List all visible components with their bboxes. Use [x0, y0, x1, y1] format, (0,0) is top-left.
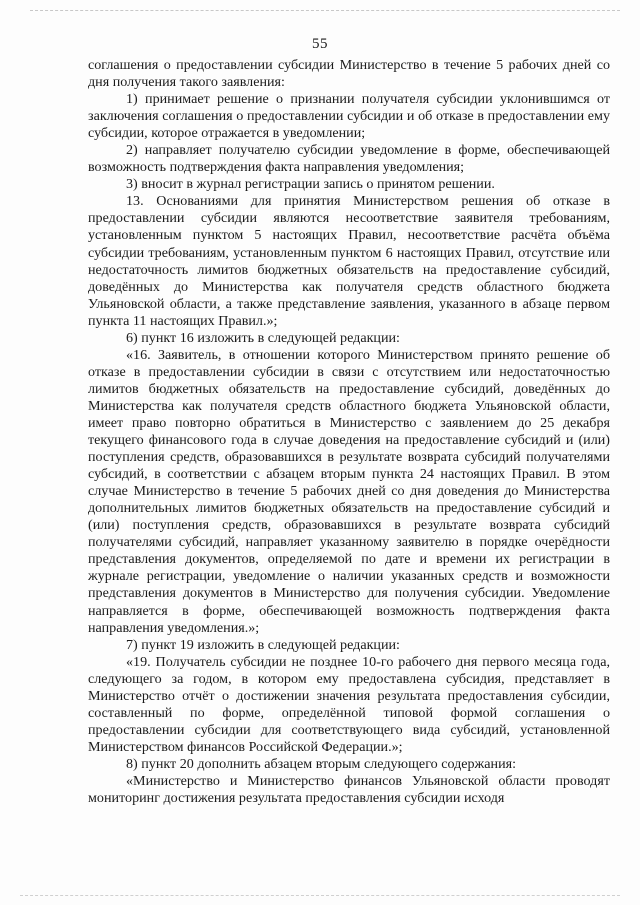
document-body	[88, 57, 610, 807]
page-number: 55	[312, 36, 328, 52]
paragraph-clause-13: 13. Основаниями для принятия Министерством решения об отказе в предоставлении субсидии являются несоответствие заявителя требованиям, установленным пунктом 5 настоящих Правил, несоответствие расчёта объёма субсидии требованиям, установленным пунктом 6 настоящих Правил, отсутствие или недостаточность лимитов бюджетных обязательств на предоставление субсидий, доведённых до Министерства как получателя средств областного бюджета Ульяновской области, а также представление заявления, указанного в абзаце первом пункта 11 настоящих Правил.»;	[88, 193, 610, 329]
paragraph-amendment-6: 6) пункт 16 изложить в следующей редакции:	[126, 329, 400, 346]
paragraph-item-3: 3) вносит в журнал регистрации запись о принятом решении.	[126, 176, 495, 193]
paragraph-clause-16: «16. Заявитель, в отношении которого Министерством принято решение об отказе в предоставлении субсидии в связи с отсутствием или недостаточностью лимитов бюджетных обязательств на предоставление субсидий, доведённых до Министерства как получателя средств областного бюджета Ульяновской области, имеет право повторно обратиться в Министерство с заявлением до 25 декабря текущего финансового года в случае доведения на предоставление субсидий и (или) поступления средств, образовавшихся в результате возврата субсидий получателями субсидий, в соответствии с абзацем вторым пункта 24 настоящих Правил. В этом случае Министерство в течение 5 рабочих дней со дня доведения до Министерства дополнительных лимитов бюджетных обязательств на предоставление субсидий и (или) поступления средств, образовавшихся в результате возврата субсидий получателями субсидий, направляет указанному заявителю в порядке очерёдности представления документов, определяемой по дате и времени их регистрации в журнале регистрации, уведомление о наличии указанных средств и возможности представления документов в Министерство для получения субсидии. Уведомление направляется в форме, обеспечивающей возможность подтверждения факта направления уведомления.»;	[88, 346, 610, 636]
scan-artifact-top	[30, 10, 620, 12]
paragraph-clause-19: «19. Получатель субсидии не позднее 10-го рабочего дня первого месяца года, следующего за годом, в котором ему предоставлена субсидия, представляет в Министерство отчёт о достижении значения результата предоставления субсидии, составленный по форме, определённой типовой формой соглашения о предоставлении субсидии для соответствующего вида субсидий, установленной Министерством финансов Российской Федерации.»;	[88, 653, 610, 755]
paragraph-clause-20-addition: «Министерство и Министерство финансов Ульяновской области проводят мониторинг достижения результата предоставления субсидии исходя	[88, 772, 610, 807]
paragraph-amendment-8: 8) пункт 20 дополнить абзацем вторым следующего содержания:	[126, 755, 517, 772]
paragraph-amendment-7: 7) пункт 19 изложить в следующей редакции:	[126, 636, 400, 653]
scan-artifact-bottom	[20, 895, 620, 897]
paragraph-item-2: 2) направляет получателю субсидии уведомление в форме, обеспечивающей возможность подтверждения факта направления уведомления;	[88, 142, 610, 176]
paragraph-continuation: соглашения о предоставлении субсидии Министерство в течение 5 рабочих дней со дня получения такого заявления:	[88, 57, 610, 91]
paragraph-item-1: 1) принимает решение о признании получателя субсидии уклонившимся от заключения соглашения о предоставлении субсидии и об отказе в предоставлении ему субсидии, которое отражается в уведомлении;	[88, 91, 610, 142]
